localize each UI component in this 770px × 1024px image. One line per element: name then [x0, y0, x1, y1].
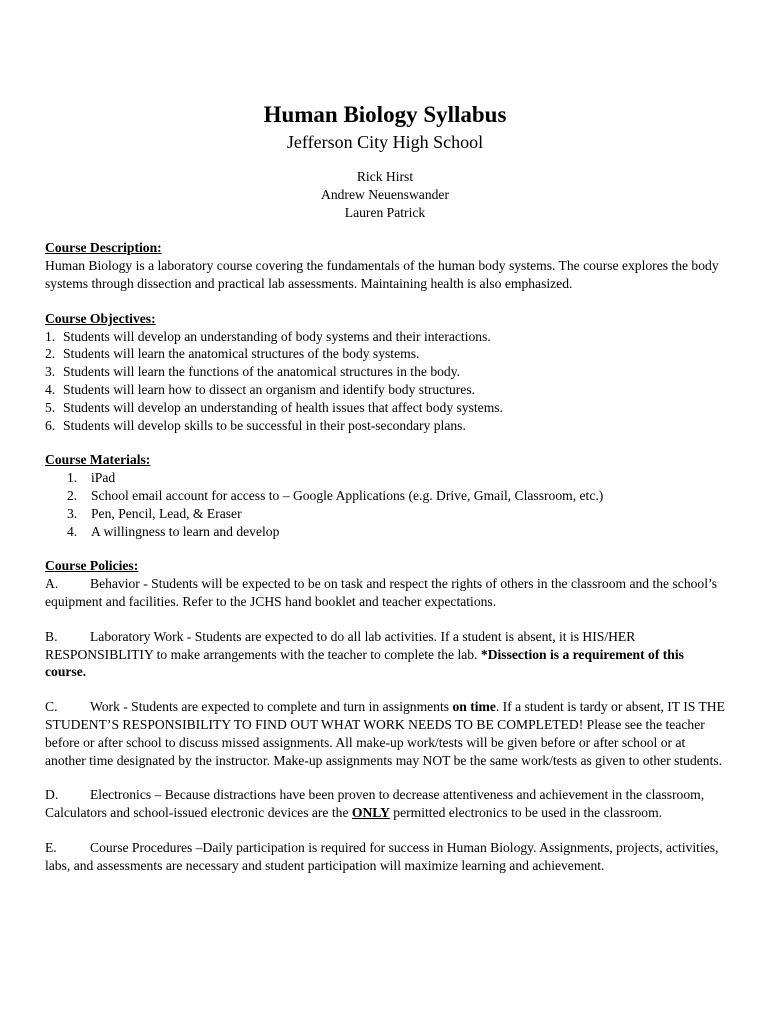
course-policies-section	[45, 557, 725, 874]
material-text: Pen, Pencil, Lead, & Eraser	[91, 505, 242, 521]
course-objectives-section	[45, 310, 725, 435]
course-materials-section	[45, 451, 725, 540]
list-item: 1. Students will develop an understanding of body systems and their interactions.	[45, 328, 491, 344]
policy-letter: C.	[45, 699, 58, 715]
document-title: Human Biology Syllabus	[263, 102, 507, 127]
policy-course-procedures	[45, 839, 725, 875]
author-name: Andrew Neuenswander	[321, 186, 449, 202]
policy-emphasis: ONLY	[351, 805, 390, 821]
policy-text: Work - Students are expected to complete and turn in assignments	[90, 699, 453, 715]
course-description-text: Human Biology is a laboratory course covering the fundamentals of the human body systems. The course explores the body systems through dissection and practical lab assessments. Maintaining health is also emphasized.	[45, 258, 719, 291]
policy-letter: E.	[45, 839, 57, 855]
objective-text: Students will develop skills to be successful in their post-secondary plans.	[63, 417, 466, 433]
material-text: iPad	[91, 470, 116, 486]
list-item: 6. Students will develop skills to be successful in their post-secondary plans.	[45, 417, 466, 433]
material-text: School email account for access to – Google Applications (e.g. Drive, Gmail, Classroom, etc.)	[91, 487, 604, 503]
school-name: Jefferson City High School	[286, 132, 484, 152]
course-description-heading: Course Description:	[45, 240, 162, 256]
policy-text: permitted electronics to be used in the classroom.	[389, 805, 663, 821]
author-name: Rick Hirst	[356, 169, 414, 184]
objective-text: Students will develop an understanding of health issues that affect body systems.	[63, 399, 503, 415]
course-materials-heading: Course Materials:	[45, 452, 151, 468]
objectives-list	[45, 328, 725, 435]
material-text: A willingness to learn and develop	[91, 523, 280, 539]
objective-text: Students will develop an understanding of body systems and their interactions.	[63, 328, 491, 344]
list-item: 5. Students will develop an understanding of health issues that affect body systems.	[45, 399, 503, 415]
policy-letter: A.	[45, 576, 59, 592]
policy-letter: D.	[45, 787, 59, 803]
course-objectives-heading: Course Objectives:	[45, 310, 156, 326]
objective-text: Students will learn the functions of the anatomical structures in the body.	[63, 364, 461, 380]
policy-text: Course Procedures –Daily participation is required for success in Human Biology. Assignments, projects, activities, labs, and assessments are necessary and student participation will maximize learning and achievement.	[45, 839, 719, 873]
course-description-section	[45, 239, 725, 292]
list-item: 1. iPad	[67, 470, 116, 486]
policy-electronics	[45, 786, 725, 822]
policy-behavior	[45, 575, 725, 611]
list-item: 2. School email account for access to – Google Applications (e.g. Drive, Gmail, Classroom, etc.)	[67, 487, 604, 503]
policy-text: . If a student is tardy or absent, IT IS THE STUDENT’S RESPONSIBILITY TO FIND OUT WHAT WORK NEEDS TO BE COMPLETED! Please see the teacher before or after school to discuss missed assignments. All make-up work/tests will be given before or after school or at another time designated by the instructor. Make-up assignments may NOT be the same work/tests as given to other students.	[45, 699, 725, 768]
list-item: 4. A willingness to learn and develop	[67, 523, 280, 539]
objective-text: Students will learn the anatomical structures of the body systems.	[63, 346, 420, 362]
list-item: 3. Pen, Pencil, Lead, & Eraser	[67, 505, 242, 521]
policy-work	[45, 698, 725, 769]
policy-laboratory-work	[45, 628, 725, 681]
author-list	[45, 168, 725, 221]
course-policies-heading: Course Policies:	[45, 558, 139, 574]
policy-text: Laboratory Work - Students are expected to do all lab activities. If a student is absent, it is HIS/HER RESPONSIBLITIY to make arrangements with the teacher to complete the lab.	[45, 628, 636, 662]
materials-list	[45, 469, 725, 540]
list-item: 4. Students will learn how to dissect an organism and identify body structures.	[45, 381, 476, 397]
syllabus-page	[45, 100, 725, 892]
list-item: 3. Students will learn the functions of the anatomical structures in the body.	[45, 364, 461, 380]
author-name: Lauren Patrick	[344, 204, 426, 220]
list-item: 2. Students will learn the anatomical structures of the body systems.	[45, 346, 420, 362]
policy-text: Behavior - Students will be expected to be on task and respect the rights of others in the classroom and the school’s equipment and facilities. Refer to the JCHS hand booklet and teacher expectations.	[45, 576, 718, 609]
policy-letter: B.	[45, 628, 58, 644]
objective-text: Students will learn how to dissect an organism and identify body structures.	[63, 381, 476, 397]
policy-emphasis: *Dissection is a requirement of this course.	[45, 646, 684, 680]
policy-emphasis: on time	[452, 699, 496, 715]
policy-text: Electronics – Because distractions have been proven to decrease attentiveness and achievement in the classroom, Calculators and school-issued electronic devices are the	[45, 787, 705, 821]
document-header	[45, 100, 725, 221]
